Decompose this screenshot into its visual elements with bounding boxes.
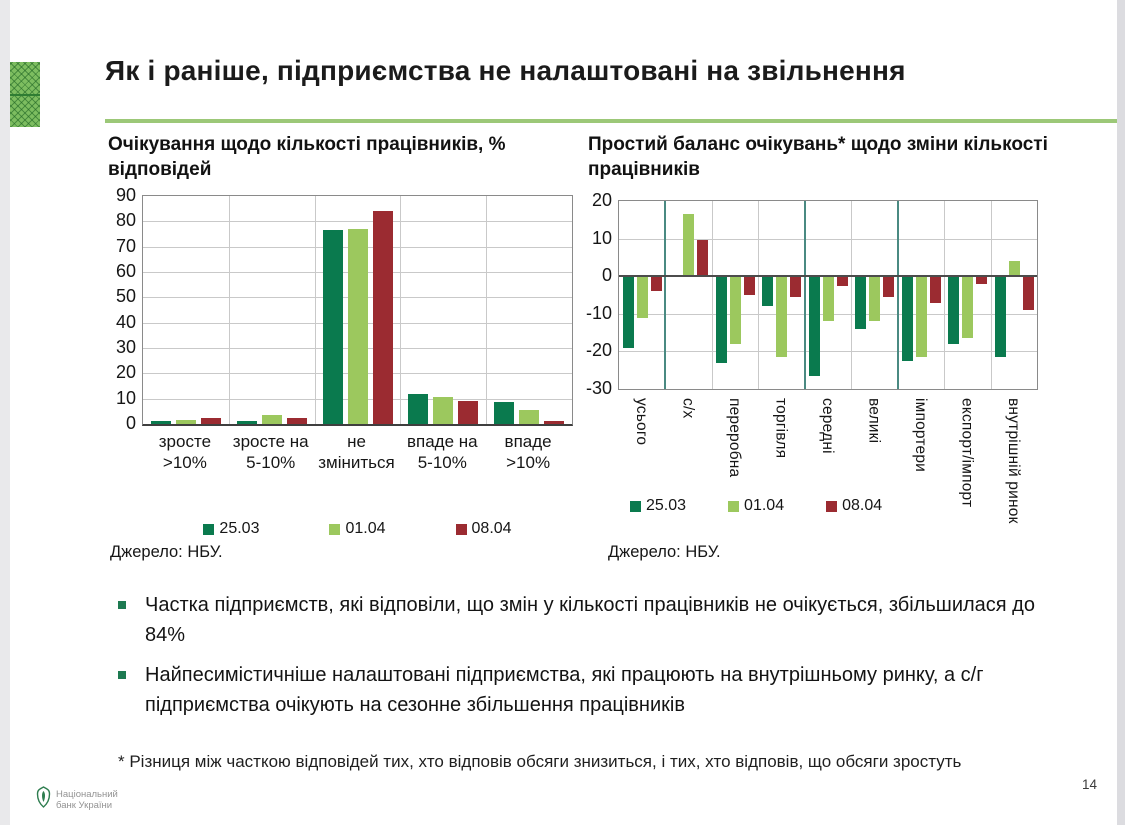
vertical-gridline [944, 201, 945, 389]
bar-08.04 [373, 211, 393, 424]
logo-text [56, 789, 118, 811]
bar-08.04 [744, 276, 755, 295]
category-label: торгівля [772, 398, 790, 459]
legend-swatch [203, 524, 214, 535]
page-title: Як і раніше, підприємства не налаштовані на звільнення [105, 55, 906, 86]
bar-01.04 [519, 410, 539, 424]
category-label: імпортери [911, 398, 929, 473]
gridline [619, 351, 1037, 352]
bar-08.04 [976, 276, 987, 284]
bar-08.04 [458, 401, 478, 424]
left-chart-title: Очікування щодо кількості працівників, % відповідей [108, 134, 506, 180]
bar-01.04 [776, 276, 787, 357]
vertical-gridline [486, 196, 487, 424]
page-number: 14 [1082, 777, 1098, 792]
bar-08.04 [697, 240, 708, 276]
legend-label: 25.03 [646, 497, 687, 514]
bar-01.04 [916, 276, 927, 357]
y-tick-label: 50 [115, 286, 136, 307]
right-chart-title: Простий баланс очікувань* щодо зміни кількості працівників [588, 134, 1048, 180]
legend-swatch [456, 524, 467, 535]
legend-item [456, 520, 512, 538]
bar-01.04 [683, 214, 694, 276]
gridline [619, 239, 1037, 240]
category-label: великі [865, 398, 883, 444]
category-label: внутрішній ринок [1004, 398, 1022, 524]
nbu-logo-icon [36, 786, 51, 813]
bar-08.04 [883, 276, 894, 297]
bar-08.04 [651, 276, 662, 291]
bar-01.04 [869, 276, 880, 321]
legend-label: 08.04 [842, 497, 883, 514]
legend-swatch [728, 501, 739, 512]
y-tick-label: -30 [585, 378, 612, 398]
y-tick-label: 60 [115, 261, 136, 281]
legend-label: 01.04 [345, 520, 386, 537]
bar-25.03 [716, 276, 727, 362]
bullet-item [118, 590, 1078, 650]
y-tick-label: 40 [115, 311, 136, 332]
vertical-gridline [315, 196, 316, 424]
y-axis-labels [94, 185, 136, 433]
legend-swatch [630, 501, 641, 512]
y-tick-label: 0 [601, 265, 612, 286]
bar-01.04 [348, 229, 368, 424]
gridline [143, 221, 572, 222]
bullet-marker-icon [118, 601, 126, 609]
group-separator-line [804, 201, 806, 389]
bar-01.04 [1009, 261, 1020, 276]
bar-01.04 [730, 276, 741, 344]
vertical-gridline [851, 201, 852, 389]
vertical-gridline [758, 201, 759, 389]
bullet-item [118, 660, 1078, 720]
bar-25.03 [323, 230, 343, 424]
y-tick-label: 90 [115, 185, 136, 205]
left-chart-legend [142, 520, 573, 538]
bullet-list [118, 590, 1078, 730]
logo-text-line2: банк України [56, 799, 113, 811]
bar-08.04 [201, 418, 221, 424]
y-tick-label: 20 [115, 362, 136, 383]
logo-text-line1: Національний [56, 788, 118, 800]
category-label: не зміниться [318, 432, 395, 472]
bar-25.03 [494, 402, 514, 424]
legend-swatch [826, 501, 837, 512]
bar-25.03 [408, 394, 428, 424]
y-tick-label: 10 [115, 387, 136, 408]
y-tick-label: -20 [585, 340, 612, 361]
bar-08.04 [544, 421, 564, 424]
bar-25.03 [809, 276, 820, 376]
left-edge-strip [0, 0, 10, 825]
vertical-gridline [229, 196, 230, 424]
bar-08.04 [837, 276, 848, 285]
legend-item [203, 520, 259, 538]
nbu-logo [36, 786, 118, 813]
bar-25.03 [237, 421, 257, 424]
category-label: експорт/імпорт [958, 398, 976, 508]
bar-08.04 [930, 276, 941, 302]
y-tick-label: 10 [591, 227, 612, 248]
bar-08.04 [1023, 276, 1034, 310]
bullet-marker-icon [118, 671, 126, 679]
bar-08.04 [790, 276, 801, 297]
y-tick-label: 20 [591, 190, 612, 210]
category-label: впаде на 5-10% [406, 432, 478, 472]
bar-01.04 [823, 276, 834, 321]
bullet-text: Найпесимістичніше налаштовані підприємства, які працюють на внутрішньому ринку, а с/г підприємства очікують на сезонне збільшення працівників [145, 664, 984, 716]
right-chart-source: Джерело: НБУ. [608, 543, 721, 561]
bar-01.04 [637, 276, 648, 317]
y-axis-labels [570, 190, 612, 398]
zero-axis-line [619, 275, 1037, 277]
legend-label: 08.04 [471, 520, 512, 537]
vertical-gridline [400, 196, 401, 424]
bar-08.04 [287, 418, 307, 424]
bar-01.04 [433, 397, 453, 424]
bar-01.04 [176, 420, 196, 424]
category-label: зросте >10% [158, 432, 212, 472]
left-chart-source: Джерело: НБУ. [110, 543, 223, 561]
y-tick-label: 70 [115, 235, 136, 256]
nbu-decorative-band [10, 62, 40, 127]
group-separator-line [897, 201, 899, 389]
bar-25.03 [762, 276, 773, 306]
bar-25.03 [855, 276, 866, 329]
vertical-gridline [991, 201, 992, 389]
category-label: впаде >10% [504, 432, 552, 472]
legend-item [630, 497, 686, 515]
footnote: * Різниця між часткою відповідей тих, хто відповів обсяги знизиться, і тих, хто відповів, що обсяги зростуть [118, 752, 962, 771]
group-separator-line [664, 201, 666, 389]
bar-25.03 [948, 276, 959, 344]
bar-25.03 [623, 276, 634, 347]
y-tick-label: 30 [115, 337, 136, 357]
category-label: зросте на 5-10% [232, 432, 309, 472]
legend-label: 01.04 [744, 497, 785, 514]
y-tick-label: 80 [115, 210, 136, 231]
category-label: переробна [726, 398, 744, 478]
bar-25.03 [151, 421, 171, 424]
category-label: усього [633, 398, 651, 446]
bar-01.04 [962, 276, 973, 338]
legend-item [329, 520, 385, 538]
right-chart-plot [618, 200, 1038, 390]
bar-01.04 [262, 415, 282, 424]
vertical-gridline [712, 201, 713, 389]
y-tick-label: -10 [585, 302, 612, 323]
legend-label: 25.03 [219, 520, 260, 537]
left-chart [115, 185, 573, 472]
legend-item [728, 497, 784, 515]
bar-25.03 [995, 276, 1006, 357]
legend-swatch [329, 524, 340, 535]
right-chart-legend [630, 497, 882, 515]
category-label: с/х [679, 398, 697, 419]
y-tick-label: 0 [125, 413, 136, 433]
left-chart-plot [142, 195, 573, 426]
right-edge-strip [1117, 0, 1125, 825]
title-underline [105, 119, 1117, 123]
bar-25.03 [902, 276, 913, 361]
bullet-text: Частка підприємств, які відповіли, що змін у кількості працівників не очікується, збільшилася до 84% [145, 594, 1035, 646]
category-label: середні [819, 398, 836, 454]
legend-item [826, 497, 882, 515]
